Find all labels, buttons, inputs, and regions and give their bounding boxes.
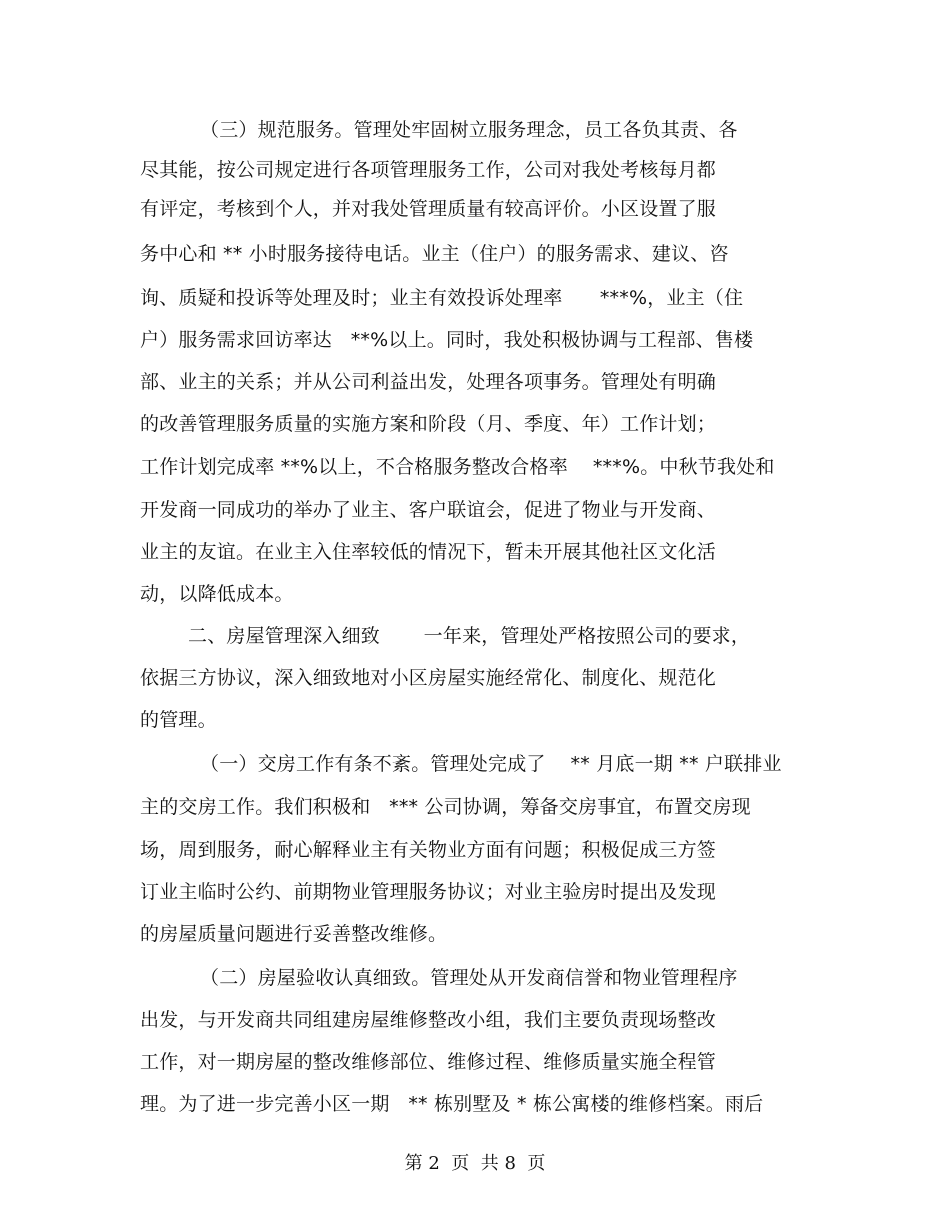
text-line: 理。为了进一步完善小区一期 ** 栋别墅及 * 栋公寓楼的维修档案。雨后 bbox=[140, 1093, 764, 1115]
text-line: 的管理。 bbox=[140, 709, 217, 731]
text-line: 有评定，考核到个人，并对我处管理质量有较高评价。小区设置了服 bbox=[140, 198, 717, 220]
text-line: 工作，对一期房屋的整改维修部位、维修过程、维修质量实施全程管 bbox=[140, 1051, 717, 1073]
text-line: 务中心和 ** 小时服务接待电话。业主（住户）的服务需求、建议、咨 bbox=[140, 243, 729, 265]
text-line: （二）房屋验收认真细致。管理处从开发商信誉和物业管理程序 bbox=[200, 967, 738, 989]
text-line: 出发，与开发商共同组建房屋维修整改小组，我们主要负责现场整改 bbox=[140, 1009, 717, 1031]
text-line: 部、业主的关系；并从公司利益出发，处理各项事务。管理处有明确 bbox=[140, 371, 717, 393]
page-number-footer: 第 2 页 共 8 页 bbox=[404, 1153, 546, 1174]
text-line: 户）服务需求回访率达 **%以上。同时，我处积极协调与工程部、售楼 bbox=[140, 329, 754, 351]
text-line: 的房屋质量问题进行妥善整改维修。 bbox=[140, 923, 448, 945]
text-line: 的改善管理服务质量的实施方案和阶段（月、季度、年）工作计划； bbox=[140, 413, 717, 435]
text-line: 主的交房工作。我们积极和 *** 公司协调，筹备交房事宜，布置交房现 bbox=[140, 796, 751, 818]
text-line: 动，以降低成本。 bbox=[140, 583, 294, 605]
text-line: 业主的友谊。在业主入住率较低的情况下，暂未开展其他社区文化活 bbox=[140, 541, 717, 563]
text-line: 询、质疑和投诉等处理及时；业主有效投诉处理率 ***%，业主（住 bbox=[140, 287, 744, 309]
text-line: 工作计划完成率 **%以上，不合格服务整改合格率 ***%。中秋节我处和 bbox=[140, 456, 775, 478]
text-line: 场，周到服务，耐心解释业主有关物业方面有问题；积极促成三方签 bbox=[140, 839, 717, 861]
text-line: 订业主临时公约、前期物业管理服务协议；对业主验房时提出及发现 bbox=[140, 881, 717, 903]
section-heading-line: 二、房屋管理深入细致 一年来，管理处严格按照公司的要求， bbox=[188, 625, 751, 647]
text-line: 依据三方协议，深入细致地对小区房屋实施经常化、制度化、规范化 bbox=[140, 667, 717, 689]
text-line: 开发商一同成功的举办了业主、客户联谊会，促进了物业与开发商、 bbox=[140, 499, 717, 521]
text-line: （三）规范服务。管理处牢固树立服务理念，员工各负其责、各 bbox=[200, 119, 738, 141]
text-line: （一）交房工作有条不紊。管理处完成了 ** 月底一期 ** 户联排业 bbox=[200, 753, 782, 775]
text-line: 尽其能，按公司规定进行各项管理服务工作，公司对我处考核每月都 bbox=[140, 159, 717, 181]
